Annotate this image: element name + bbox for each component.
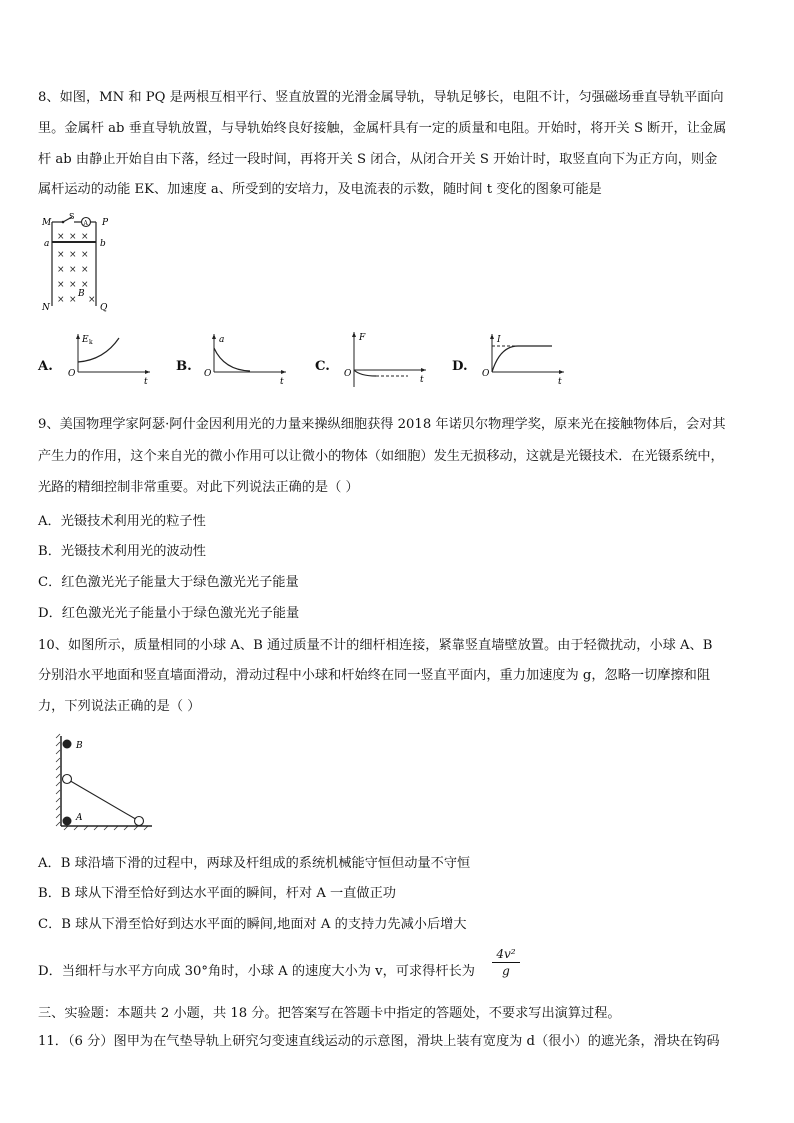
fraction-denominator: g bbox=[502, 964, 510, 978]
fraction-numerator: 4v² bbox=[492, 946, 520, 963]
q10-wall-figure bbox=[52, 732, 157, 832]
svg-text:×: × bbox=[57, 232, 65, 242]
svg-text:×: × bbox=[81, 265, 89, 275]
label-Q: Q bbox=[100, 303, 108, 312]
q8-option-b-label: B. bbox=[176, 359, 192, 374]
svg-text:×: × bbox=[69, 250, 77, 260]
svg-text:t: t bbox=[558, 377, 562, 387]
label-N: N bbox=[42, 303, 50, 312]
q8-circuit-figure bbox=[38, 212, 118, 312]
q8-line3: 杆 ab 由静止开始自由下落，经过一段时间，再将开关 S 闭合，从闭合开关 S 开始计时，取竖直向下为正方向，则金 bbox=[38, 152, 718, 167]
label-a: a bbox=[44, 239, 50, 249]
svg-text:×: × bbox=[57, 250, 65, 260]
q9-option-b: B．光镊技术利用光的波动性 bbox=[38, 544, 206, 559]
svg-text:t: t bbox=[144, 377, 148, 387]
svg-text:×: × bbox=[69, 232, 77, 242]
svg-text:×: × bbox=[88, 295, 96, 305]
q8-graph-b bbox=[200, 332, 290, 387]
svg-text:×: × bbox=[57, 265, 65, 275]
svg-text:O: O bbox=[68, 369, 76, 379]
svg-text:×: × bbox=[57, 295, 65, 305]
q10-option-b: B．B 球从下滑至恰好到达水平面的瞬间，杆对 A 一直做正功 bbox=[38, 886, 396, 901]
svg-text:×: × bbox=[69, 295, 77, 305]
q8-graph-a bbox=[64, 332, 154, 387]
q10-option-d: D．当细杆与水平方向成 30°角时，小球 A 的速度大小为 v，可求得杆长为 bbox=[38, 964, 475, 979]
q9-option-a: A．光镊技术利用光的粒子性 bbox=[38, 514, 206, 529]
svg-text:×: × bbox=[57, 280, 65, 290]
q10-fraction bbox=[492, 946, 520, 979]
q8-line2: 里。金属杆 ab 垂直导轨放置，与导轨始终良好接触，金属杆具有一定的质量和电阻。开始时，将开关 S 断开，让金属 bbox=[38, 121, 727, 136]
q10-line3: 力，下列说法正确的是（ ） bbox=[38, 699, 201, 714]
svg-text:×: × bbox=[69, 265, 77, 275]
svg-text:×: × bbox=[81, 232, 89, 242]
svg-text:O: O bbox=[482, 369, 490, 379]
svg-text:O: O bbox=[204, 369, 212, 379]
svg-text:a: a bbox=[219, 335, 225, 345]
svg-text:×: × bbox=[81, 280, 89, 290]
q11-line1: 11．（6 分）图甲为在气垫导轨上研究匀变速直线运动的示意图，滑块上装有宽度为 d（很小）的遮光条，滑块在钩码 bbox=[38, 1034, 720, 1049]
svg-text:I: I bbox=[497, 335, 501, 345]
svg-text:O: O bbox=[344, 369, 352, 379]
section-3-heading: 三、实验题：本题共 2 小题，共 18 分。把答案写在答题卡中指定的答题处，不要求写出演算过程。 bbox=[38, 1006, 621, 1021]
label-b: b bbox=[100, 239, 106, 249]
q8-option-c-label: C. bbox=[315, 359, 330, 374]
svg-text:F: F bbox=[359, 333, 366, 343]
label-ball-B: B bbox=[76, 741, 83, 751]
label-S: S bbox=[69, 212, 75, 221]
svg-text:A: A bbox=[83, 220, 88, 227]
q9-line1: 9、美国物理学家阿瑟·阿什金因利用光的力量来操纵细胞获得 2018 年诺贝尔物理学奖，原来光在接触物体后，会对其 bbox=[38, 417, 726, 432]
label-P: P bbox=[102, 218, 109, 228]
q8-graph-c bbox=[340, 330, 430, 390]
q9-line3: 光路的精细控制非常重要。对此下列说法正确的是（ ） bbox=[38, 480, 359, 495]
label-ball-A: A bbox=[76, 813, 83, 823]
svg-text:×: × bbox=[69, 280, 77, 290]
svg-text:k: k bbox=[89, 339, 93, 346]
label-B: B bbox=[78, 289, 85, 299]
svg-text:E: E bbox=[82, 335, 89, 345]
q10-option-c: C．B 球从下滑至恰好到达水平面的瞬间,地面对 A 的支持力先减小后增大 bbox=[38, 917, 467, 932]
q8-option-d-label: D. bbox=[452, 359, 468, 374]
q8-option-a-label: A. bbox=[38, 359, 53, 374]
q9-option-d: D．红色激光光子能量小于绿色激光光子能量 bbox=[38, 606, 300, 621]
q9-line2: 产生力的作用，这个来自光的微小作用可以让微小的物体（如细胞）发生无损移动，这就是光镊技术．在光镊系统中， bbox=[38, 449, 724, 464]
q8-line1: 8、如图，MN 和 PQ 是两根互相平行、竖直放置的光滑金属导轨，导轨足够长，电阻不计，匀强磁场垂直导轨平面向 bbox=[38, 90, 724, 105]
svg-text:×: × bbox=[81, 250, 89, 260]
q10-line2: 分别沿水平地面和竖直墙面滑动，滑动过程中小球和杆始终在同一竖直平面内，重力加速度为 g，忽略一切摩擦和阻 bbox=[38, 668, 711, 683]
svg-text:t: t bbox=[420, 375, 424, 385]
q8-graph-d bbox=[478, 332, 568, 387]
q8-line4: 属杆运动的动能 EK、加速度 a、所受到的安培力，及电流表的示数，随时间 t 变化的图象可能是 bbox=[38, 182, 602, 197]
svg-text:t: t bbox=[280, 377, 284, 387]
q10-line1: 10、如图所示，质量相同的小球 A、B 通过质量不计的细杆相连接，紧靠竖直墙壁放置。由于轻微扰动，小球 A、B bbox=[38, 638, 713, 653]
q9-option-c: C．红色激光光子能量大于绿色激光光子能量 bbox=[38, 575, 299, 590]
label-M: M bbox=[42, 218, 52, 228]
q10-option-a: A．B 球沿墙下滑的过程中，两球及杆组成的系统机械能守恒但动量不守恒 bbox=[38, 856, 471, 871]
